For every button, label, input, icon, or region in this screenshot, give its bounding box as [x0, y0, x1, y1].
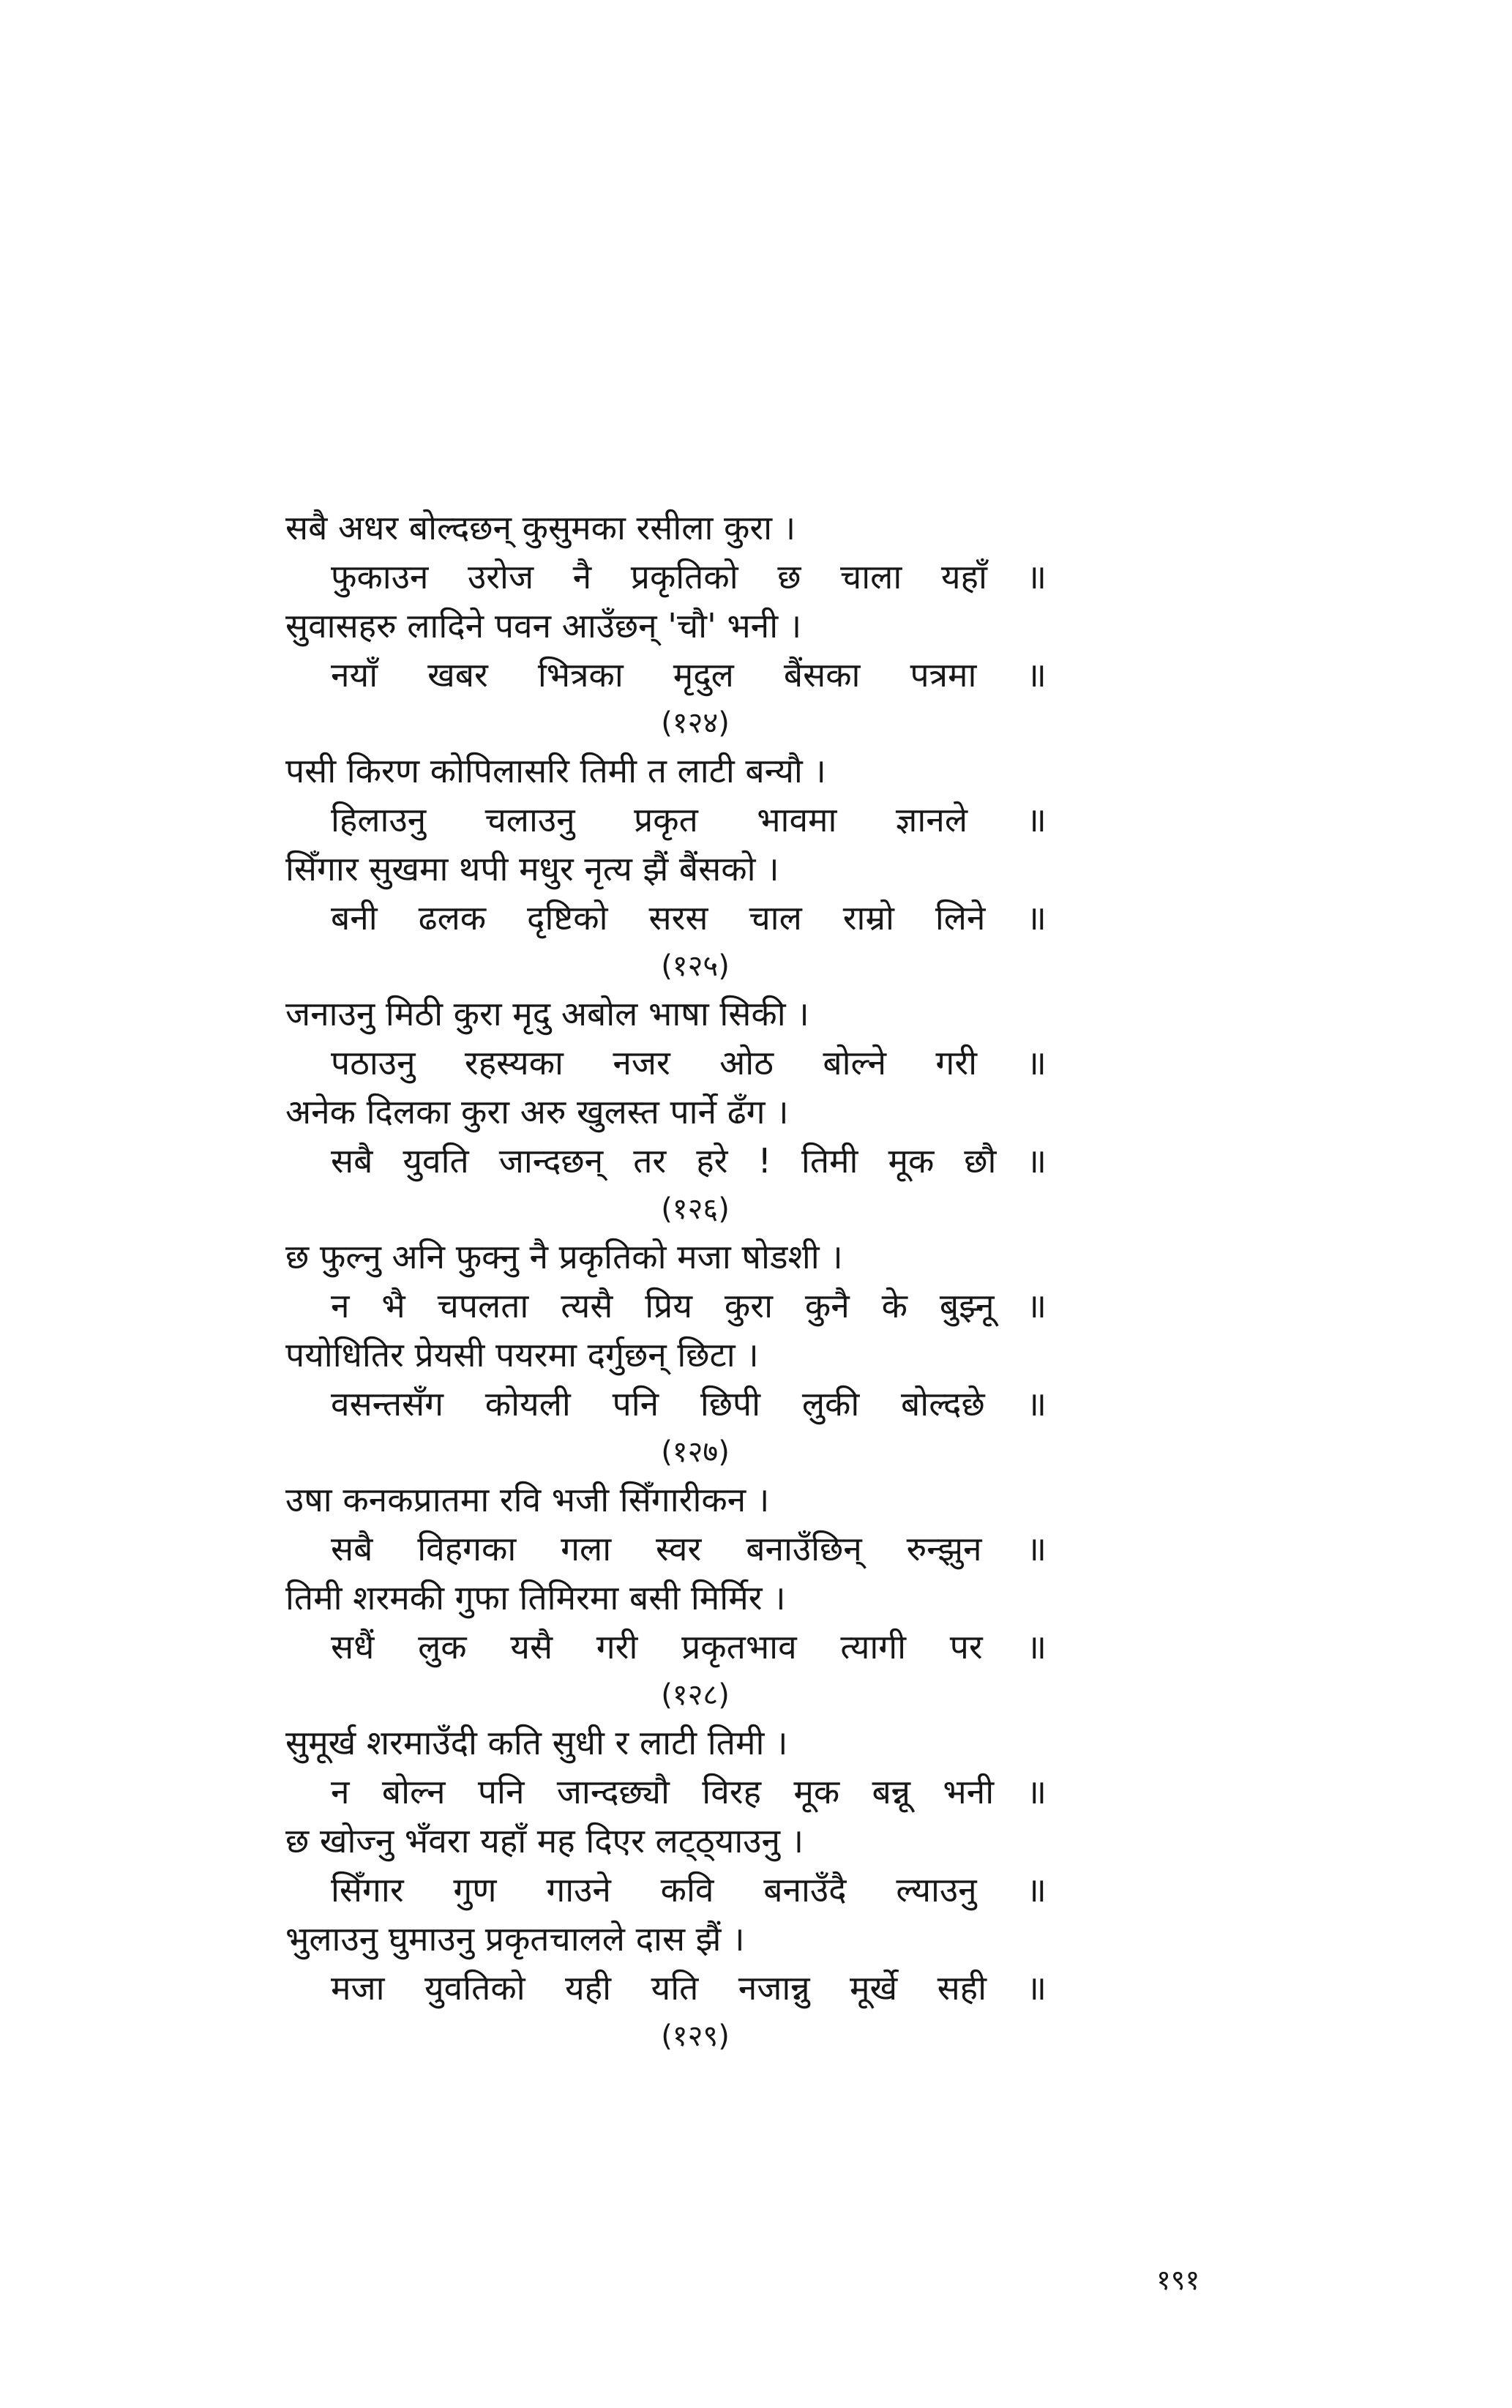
verse-line: न भै चपलता त्यसै प्रिय कुरा कुनै के बुझ्नू ॥ — [331, 1286, 1047, 1325]
verse-line: पयोधितिर प्रेयसी पयरमा दर्गुछन् छिटा । — [285, 1335, 759, 1375]
verse-line: तिमी शरमकी गुफा तिमिरमा बसी मिर्मिर । — [285, 1578, 786, 1618]
verse-line: नयाँ खबर भित्रका मृदुल बैंसका पत्रमा ॥ — [331, 655, 1047, 695]
verse-line: छ फुल्नु अनि फुक्नु नै प्रकृतिको मजा षोडशी । — [285, 1237, 843, 1276]
verse-line: अनेक दिलका कुरा अरु खुलस्त पार्ने ढँग । — [285, 1092, 789, 1132]
stanza-127 — [285, 1233, 1047, 1476]
verse-line: सबै युवति जान्दछन् तर हरे ! तिमी मूक छौ ॥ — [331, 1141, 1047, 1181]
verse-line: सधैं लुक यसै गरी प्रकृतभाव त्यागी पर ॥ — [331, 1627, 1047, 1667]
stanza-128 — [285, 1476, 1047, 1719]
stanza-number: (१२५) — [661, 949, 730, 983]
verse-line: वसन्तसँग कोयली पनि छिपी लुकी बोल्दछे ॥ — [331, 1384, 1047, 1424]
verse-line: सुमूर्ख शरमाउँदी कति सुधी र लाटी तिमी । — [285, 1723, 788, 1762]
stanza-129 — [285, 1719, 1047, 2060]
verse-line: सबै अधर बोल्दछन् कुसुमका रसीला कुरा । — [285, 508, 796, 547]
verse-line: न बोल्न पनि जान्दछ्यौ विरह मूक बन्नू भनी ॥ — [331, 1772, 1047, 1811]
stanza-number: (१२४) — [661, 706, 730, 740]
verse-block — [285, 504, 1047, 2060]
verse-line: उषा कनकप्रातमा रवि भजी सिँगारीकन । — [285, 1480, 770, 1519]
verse-line: मजा युवतिको यही यति नजान्नु मूर्खे सही ॥ — [331, 1968, 1047, 2008]
verse-line: पसी किरण कोपिलासरि तिमी त लाटी बन्यौ । — [285, 751, 826, 790]
verse-line: पठाउनु रहस्यका नजर ओठ बोल्ने गरी ॥ — [331, 1043, 1047, 1083]
stanza-126 — [285, 990, 1047, 1233]
verse-line: सिँगार गुण गाउने कवि बनाउँदै ल्याउनु ॥ — [331, 1870, 1047, 1910]
verse-line: जनाउनु मिठी कुरा मृदु अबोल भाषा सिकी । — [285, 994, 809, 1033]
stanza-number: (१२६) — [661, 1192, 730, 1226]
verse-line: सुवासहरु लादिने पवन आउँछन् 'चौ' भनी । — [285, 606, 802, 646]
verse-line: सबै विहगका गला स्वर बनाउँछिन् रुन्झुन ॥ — [331, 1529, 1047, 1568]
stanza-number: (१२९) — [661, 2019, 730, 2053]
verse-line: भुलाउनु घुमाउनु प्रकृतचालले दास झैं । — [285, 1919, 745, 1959]
page-number: १९१ — [1156, 2264, 1200, 2296]
stanza-125 — [285, 747, 1047, 990]
verse-line: छ खोज्नु भँवरा यहाँ मह दिएर लट्ठ्याउनु । — [285, 1821, 804, 1861]
verse-line: बनी ढलक दृष्टिको सरस चाल राम्रो लिने ॥ — [331, 898, 1047, 938]
stanza-number: (१२८) — [661, 1678, 730, 1712]
verse-line: सिँगार सुखमा थपी मधुर नृत्य झैं बैंसको । — [285, 849, 779, 889]
verse-line: हिलाउनु चलाउनु प्रकृत भावमा ज्ञानले ॥ — [331, 800, 1047, 840]
verse-line: फुकाउन उरोज नै प्रकृतिको छ चाला यहाँ ॥ — [331, 557, 1047, 597]
stanza-number: (१२७) — [661, 1435, 730, 1469]
stanza-124 — [285, 504, 1047, 747]
